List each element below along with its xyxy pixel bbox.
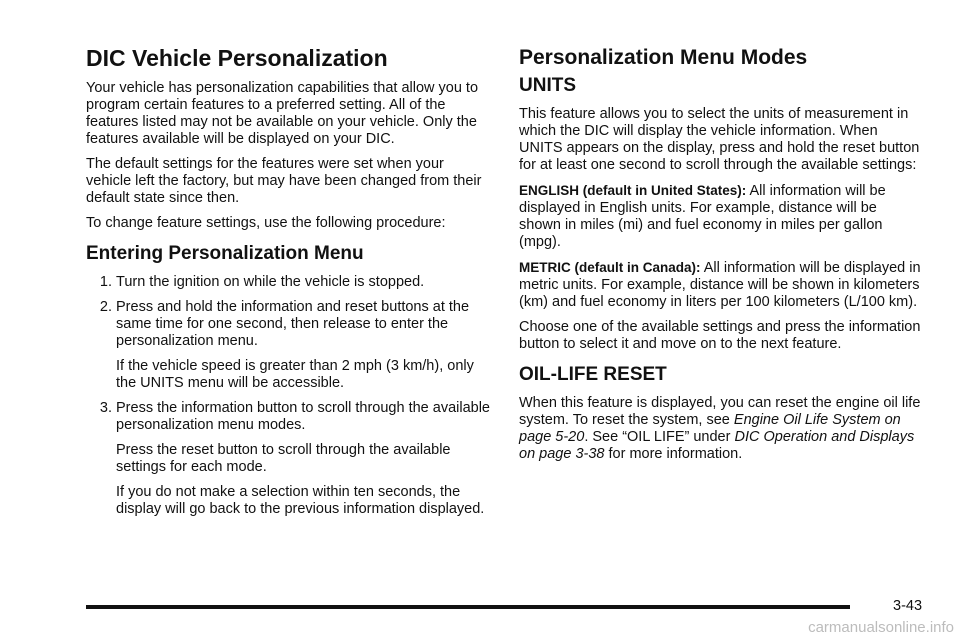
oil-life-reference-link[interactable]: Engine Oil Life System on page 5-20	[519, 412, 901, 445]
oil-life-text-2: . See “OIL LIFE” under	[584, 429, 735, 445]
step-text: Turn the ignition on while the vehicle is stopped.	[116, 274, 425, 290]
step-note: If the vehicle speed is greater than 2 mph (3 km/h), only the UNITS menu will be accessible.	[116, 358, 474, 391]
metric-setting-text: All information will be displayed in metric units. For example, distance will be shown in kilometers (km) and fuel economy in liters per 100 kilometers (L/100 km).	[519, 260, 921, 310]
oil-life-text-3: for more information.	[604, 446, 743, 462]
metric-setting-paragraph	[519, 259, 921, 311]
section-title-menu-modes: Personalization Menu Modes	[519, 46, 808, 69]
intro-paragraph-1: Your vehicle has personalization capabilities that allow you to program certain features to a preferred setting. All of the features listed may not be available on your vehicle. Only the features available will be displayed on your DIC.	[86, 80, 479, 147]
section-title-entering-menu: Entering Personalization Menu	[86, 243, 364, 264]
right-column	[519, 44, 921, 471]
step-number: 3.	[99, 400, 112, 416]
step-item	[86, 299, 492, 392]
step-item	[86, 274, 492, 291]
procedure-steps	[86, 274, 492, 518]
english-setting-text: All information will be displayed in English units. For example, distance will be shown in miles (mi) and fuel economy in miles per gallon (mpg).	[519, 183, 886, 250]
units-paragraph: This feature allows you to select the units of measurement in which the DIC will display the vehicle information. When UNITS appears on the display, press and hold the reset button for at least one second to scroll through the available settings:	[519, 106, 920, 173]
intro-paragraph-2: The default settings for the features were set when your vehicle left the factory, but may have been changed from their default state since then.	[86, 156, 482, 206]
choose-setting-paragraph: Choose one of the available settings and press the information button to select it and move on to the next feature.	[519, 319, 921, 352]
oil-life-paragraph	[519, 395, 921, 463]
english-setting-paragraph	[519, 182, 921, 251]
footer-divider	[86, 605, 850, 609]
watermark: carmanualsonline.info	[808, 619, 954, 636]
step-number: 2.	[99, 299, 112, 315]
step-text: Press and hold the information and reset buttons at the same time for one second, then release to enter the personalization menu.	[116, 299, 470, 349]
step-item	[86, 400, 492, 518]
oil-life-text-1: When this feature is displayed, you can reset the engine oil life system. To reset the system, see	[519, 395, 921, 428]
left-column	[86, 44, 492, 526]
step-note: If you do not make a selection within ten seconds, the display will go back to the previous information displayed.	[116, 484, 485, 517]
step-text: Press the information button to scroll through the available personalization menu modes.	[116, 400, 490, 433]
page-number: 3-43	[893, 598, 923, 614]
page-title: DIC Vehicle Personalization	[86, 45, 388, 71]
dic-operation-reference-link[interactable]: DIC Operation and Displays on page 3-38	[519, 429, 915, 462]
step-number: 1.	[99, 274, 112, 290]
subsection-title-oil-life-reset: OIL-LIFE RESET	[519, 364, 667, 385]
metric-setting-label: METRIC (default in Canada):	[519, 260, 701, 275]
intro-paragraph-3: To change feature settings, use the following procedure:	[86, 215, 446, 231]
subsection-title-units: UNITS	[519, 75, 576, 96]
english-setting-label: ENGLISH (default in United States):	[519, 183, 747, 198]
step-note: Press the reset button to scroll through the available settings for each mode.	[116, 442, 451, 475]
